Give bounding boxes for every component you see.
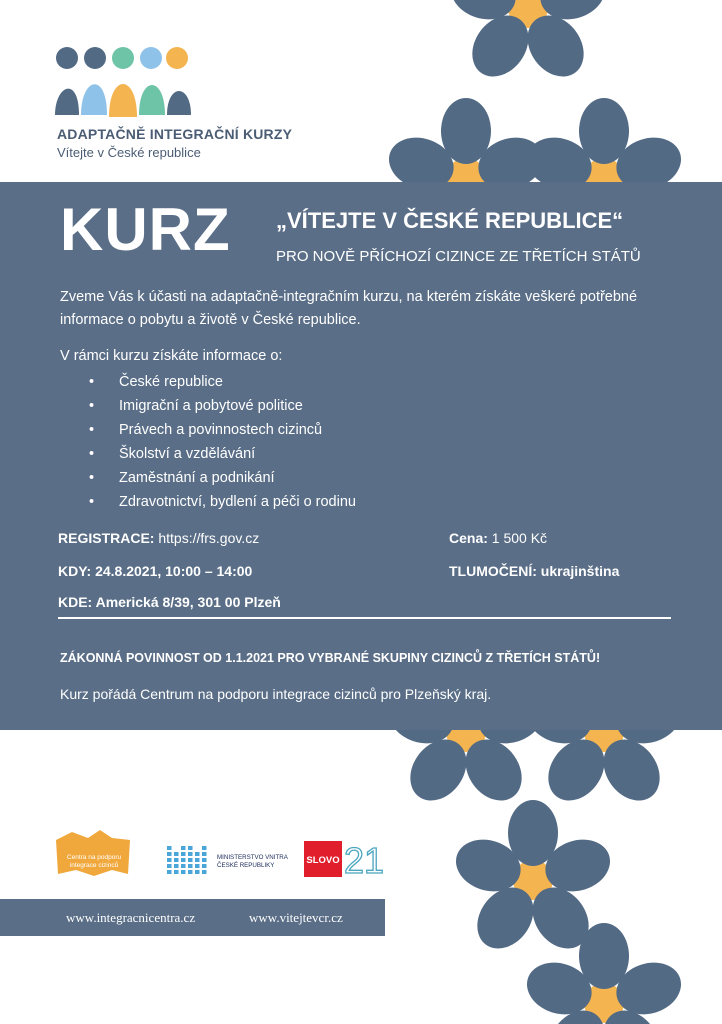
mv-grid-dot: [188, 864, 193, 868]
mv-grid-dot: [202, 852, 207, 856]
date-info: KDY: 24.8.2021, 10:00 – 14:00: [58, 563, 253, 579]
mv-grid-dot: [167, 870, 172, 874]
bullet: •: [89, 494, 95, 510]
topic-item: [89, 370, 356, 394]
brand-title: ADAPTAČNĚ INTEGRAČNÍ KURZY: [57, 126, 293, 142]
mv-grid-dot: [202, 864, 207, 868]
mv-grid-dot: [188, 846, 193, 850]
mv-grid-dot: [195, 852, 200, 856]
mv-grid-dot: [181, 870, 186, 874]
interpreting-value: ukrajinština: [540, 563, 620, 579]
mv-grid-dot: [195, 864, 200, 868]
intro-text: Zveme Vás k účasti na adaptačně-integračním kurzu, na kterém získáte veškeré potřebné informace o pobytu a životě v České republice.: [60, 289, 638, 328]
organizer-text: Kurz pořádá Centrum na podporu integrace cizinců pro Plzeňský kraj.: [60, 686, 492, 702]
divider: [58, 617, 671, 619]
price-value: 1 500 Kč: [491, 530, 548, 546]
mv-grid-dot: [188, 870, 193, 874]
topic-item: [89, 466, 356, 490]
price-info: [449, 530, 547, 546]
mv-logo: [165, 842, 295, 878]
topics-list: [89, 370, 356, 514]
registration-info: [58, 530, 259, 546]
topic-item: [89, 442, 356, 466]
kurz-heading: KURZ: [60, 196, 231, 263]
topic-label: Zaměstnání a podnikání: [119, 470, 275, 486]
brand-subtitle: Vítejte v České republice: [57, 145, 201, 160]
mv-grid-dot: [195, 870, 200, 874]
topic-label: Právech a povinnostech cizinců: [119, 422, 323, 438]
mv-grid-dot: [167, 846, 172, 850]
registration-label: REGISTRACE:: [58, 530, 155, 546]
mv-logo-line2: ČESKÉ REPUBLIKY: [217, 862, 275, 869]
bullet: •: [89, 398, 95, 414]
price-label: Cena:: [449, 530, 488, 546]
mv-grid-dot: [188, 858, 193, 862]
mv-grid-icon: [167, 846, 207, 874]
people-logo-icon: [55, 45, 195, 120]
slovo-number: 21: [344, 840, 385, 879]
bullet: •: [89, 470, 95, 486]
centra-logo-line2: integrace cizinců: [69, 862, 119, 869]
mv-grid-dot: [202, 858, 207, 862]
centra-logo: [54, 826, 134, 878]
mv-logo-line1: MINISTERSTVO VNITRA: [217, 854, 288, 861]
mv-grid-dot: [181, 858, 186, 862]
mv-grid-dot: [202, 870, 207, 874]
czech-map-icon: [56, 830, 130, 876]
mv-grid-dot: [174, 864, 179, 868]
mv-grid-dot: [174, 858, 179, 862]
slovo-text: SLOVO: [306, 855, 340, 866]
mv-grid-dot: [167, 852, 172, 856]
place-info: KDE: Americká 8/39, 301 00 Plzeň: [58, 594, 281, 610]
mv-grid-dot: [195, 858, 200, 862]
topic-label: České republice: [119, 374, 223, 390]
topics-intro: V rámci kurzu získáte informace o:: [60, 348, 283, 364]
mv-grid-dot: [174, 852, 179, 856]
centra-logo-line1: Centra na podporu: [66, 854, 122, 861]
interpreting-info: [449, 563, 619, 579]
topic-label: Imigrační a pobytové politice: [119, 398, 303, 414]
mv-grid-dot: [202, 846, 207, 850]
footer-link-vitejtevcr[interactable]: www.vitejtevcr.cz: [249, 910, 343, 925]
topic-item: [89, 490, 356, 514]
course-title: „VÍTEJTE V ČESKÉ REPUBLICE“: [276, 208, 624, 233]
topic-label: Zdravotnictví, bydlení a péči o rodinu: [119, 494, 356, 510]
slovo21-logo: [304, 839, 388, 879]
topic-item: [89, 394, 356, 418]
interpreting-label: TLUMOČENÍ:: [449, 563, 537, 579]
mv-grid-dot: [181, 846, 186, 850]
bullet: •: [89, 446, 95, 462]
legal-notice: ZÁKONNÁ POVINNOST OD 1.1.2021 PRO VYBRANÉ SKUPINY CIZINCŮ Z TŘETÍCH STÁTŮ!: [60, 651, 601, 665]
footer-link-integracnicentra[interactable]: www.integracnicentra.cz: [66, 910, 196, 925]
bullet: •: [89, 374, 95, 390]
mv-grid-dot: [167, 858, 172, 862]
mv-grid-dot: [181, 852, 186, 856]
registration-link[interactable]: https://frs.gov.cz: [158, 530, 260, 546]
topic-item: [89, 418, 356, 442]
mv-grid-dot: [181, 864, 186, 868]
course-subtitle: PRO NOVĚ PŘÍCHOZÍ CIZINCE ZE TŘETÍCH STÁTŮ: [276, 248, 641, 265]
bullet: •: [89, 422, 95, 438]
topic-label: Školství a vzdělávání: [119, 446, 256, 462]
mv-grid-dot: [188, 852, 193, 856]
mv-grid-dot: [167, 864, 172, 868]
mv-grid-dot: [174, 870, 179, 874]
footer-bar: [0, 899, 385, 936]
